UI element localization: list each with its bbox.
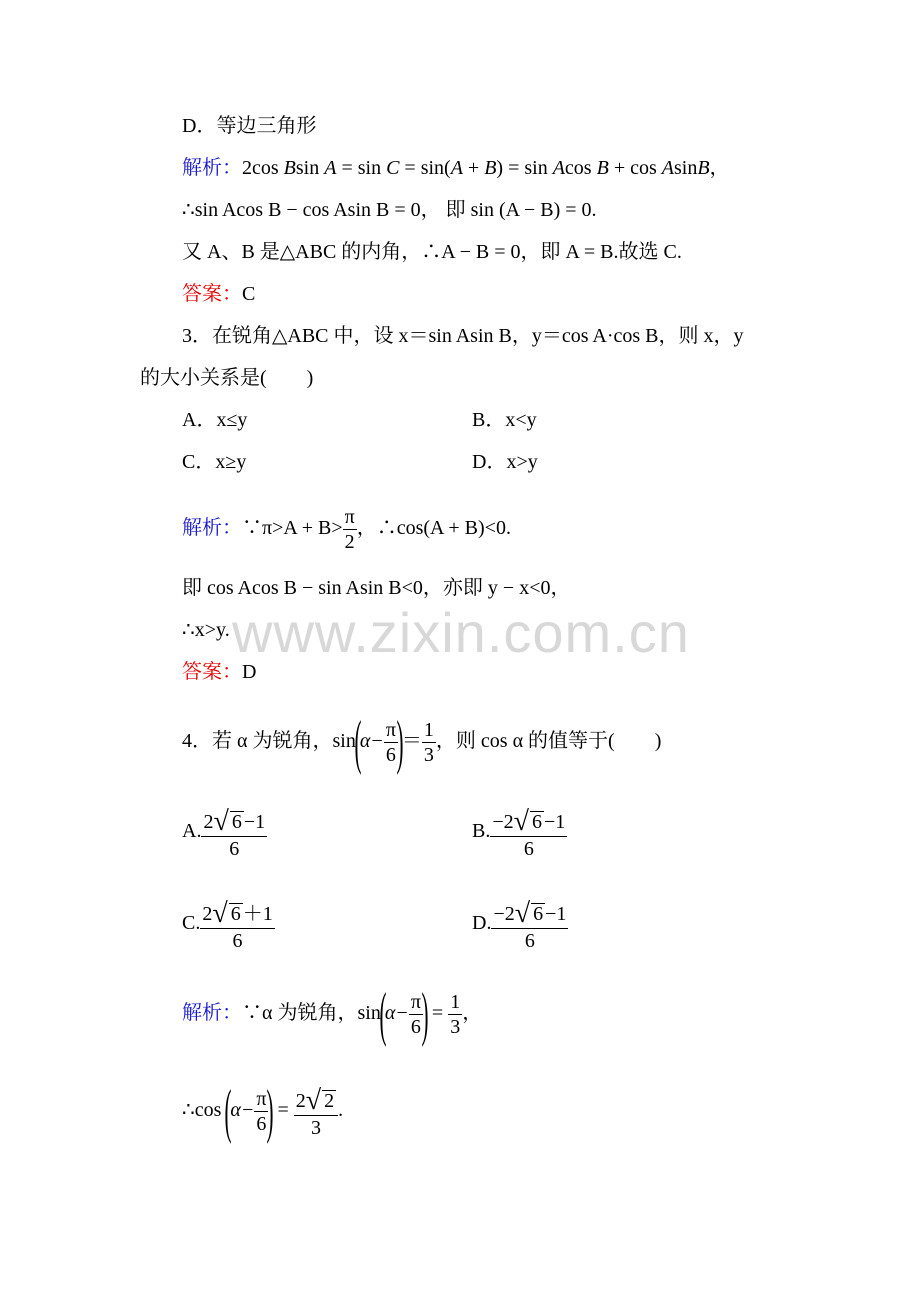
q2-solution-line2: ∴sin Acos B − cos Asin B = 0， 即 sin (A − B) = 0. [182,199,597,221]
q4-solution-line2: ∴cos (α− $\frac{\pi}{6}$ ) = $\frac{2√ 2}{3}$ . [182,1078,344,1145]
q3-answer: 答案：D [182,661,257,683]
q3-option-d: D．x>y [472,451,538,473]
q3-stem-line1: 3．在锐角△ABC 中，设 x＝sin Asin B，y＝cos A·cos B，则 x，y [182,325,744,347]
fraction-pi-over-2: $\frac{\pi}{2}$ [344,505,355,553]
q4-solution-line1: 解析：∵α 为锐角，sin(α− $\frac{\pi}{6}$ ) = $\frac{1}{3}$ ， [182,981,483,1048]
q3-option-c: C．x≥y [182,451,247,473]
q4-option-a: A. $\frac{2√ 6 -1}{6}$ [182,805,266,860]
watermark: www.zixin.com.cn [232,601,690,664]
jiexi-label: 解析： [182,157,242,179]
q3-solution-line2: 即 cos Acos B − sin Asin B<0，亦即 y − x<0， [182,577,571,599]
q3-solution-line1: 解析：∵π>A + B> $\frac{\pi}{2}$ ，∴cos(A + B)<0. [182,505,511,553]
q4-option-c: C. $\frac{2√ 6 +1}{6}$ [182,897,273,952]
q4-option-d: D. $\frac{-2√ 6 -1}{6}$ [472,897,567,952]
option-d-prev: D．等边三角形 [182,115,317,137]
q2-answer: 答案：C [182,283,256,305]
q4-option-b: B. $\frac{-2√ 6 -1}{6}$ [472,805,566,860]
q3-solution-line3: ∴x>y. [182,619,230,641]
q2-solution-line1: 解析：2cos Bsin A = sin C = sin(A + B) = sin Acos B + cos AsinB， [182,157,730,179]
q3-option-b: B．x<y [472,409,537,431]
q3-stem-line2: 的大小关系是( ) [140,367,314,389]
q4-stem: 4．若 α 为锐角，sin(α− $\frac{\pi}{6}$ )＝ $\frac{1}{3}$ ，则 cos α 的值等于( ) [182,709,662,776]
daan-label: 答案： [182,283,242,305]
q2-solution-line3: 又 A、B 是△ABC 的内角，∴A − B = 0，即 A = B.故选 C. [182,241,682,263]
q3-option-a: A．x≤y [182,409,248,431]
